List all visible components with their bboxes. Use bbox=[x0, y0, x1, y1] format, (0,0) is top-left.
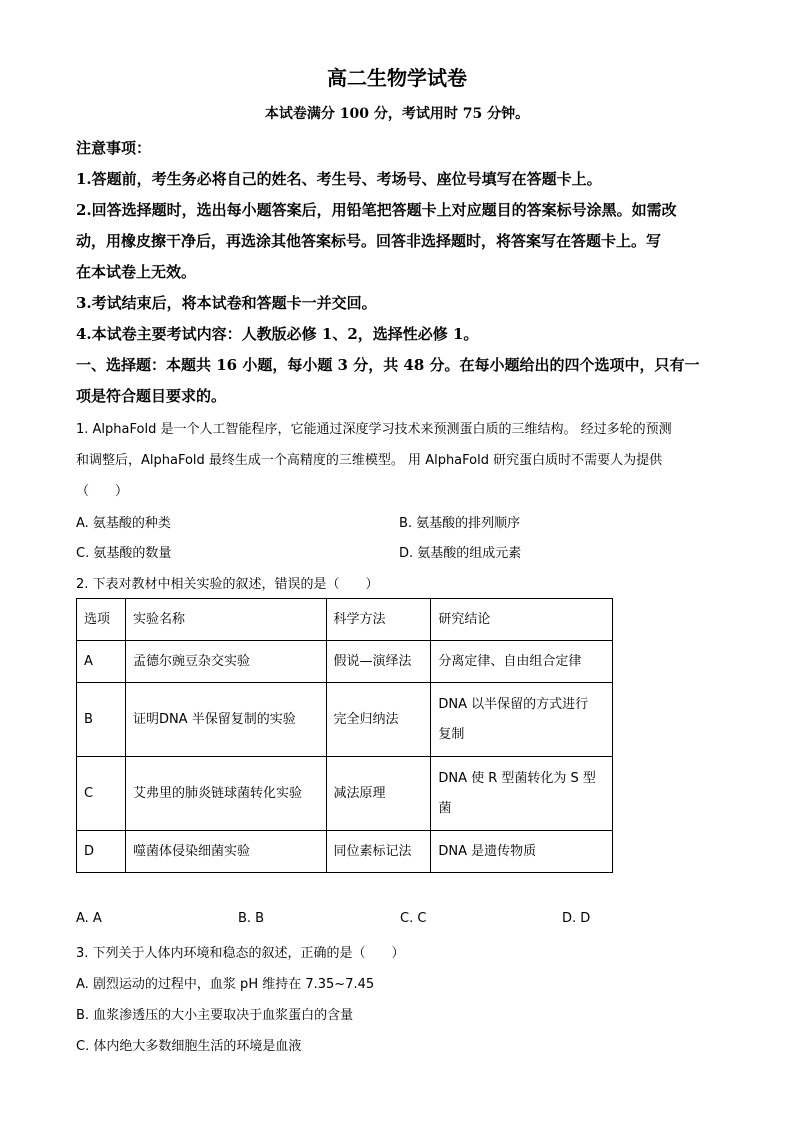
question-2-option-b: B. B bbox=[238, 911, 265, 926]
experiment-table bbox=[76, 598, 613, 873]
notice-item: 4.本试卷主要考试内容：人教版必修 1、2，选择性必修 1。 bbox=[76, 325, 479, 343]
table-cell bbox=[431, 757, 613, 831]
notice-item: 在本试卷上无效。 bbox=[76, 263, 197, 281]
table-cell: 噬菌体侵染细菌实验 bbox=[125, 831, 326, 873]
table-header-cell: 选项 bbox=[77, 599, 126, 641]
table-cell: B bbox=[77, 683, 126, 757]
question-2-stem: 2. 下表对教材中相关实验的叙述，错误的是（ ） bbox=[76, 577, 379, 592]
question-3-option-a: A. 剧烈运动的过程中，血浆 pH 维持在 7.35~7.45 bbox=[76, 977, 375, 992]
table-cell bbox=[431, 683, 613, 757]
table-cell: 假说—演绎法 bbox=[326, 641, 431, 683]
question-1-option-a: A. 氨基酸的种类 bbox=[76, 516, 171, 531]
cell-line: 菌 bbox=[438, 800, 452, 816]
table-cell: 孟德尔豌豆杂交实验 bbox=[125, 641, 326, 683]
question-1-stem: 和调整后，AlphaFold 最终生成一个高精度的三维模型。 用 AlphaFold 研究蛋白质时不需要人为提供 bbox=[76, 453, 663, 468]
question-3-stem: 3. 下列关于人体内环境和稳态的叙述，正确的是（ ） bbox=[76, 946, 405, 961]
cell-line: DNA 以半保留的方式进行 bbox=[438, 696, 589, 712]
cell-line: DNA 使 R 型菌转化为 S 型 bbox=[438, 770, 596, 786]
question-1-option-c: C. 氨基酸的数量 bbox=[76, 546, 172, 561]
question-2-option-d: D. D bbox=[562, 911, 591, 926]
table-cell: D bbox=[77, 831, 126, 873]
table-header-row bbox=[77, 599, 613, 641]
answer-blank: （ ） bbox=[76, 484, 129, 499]
notice-item: 动，用橡皮擦干净后，再选涂其他答案标号。回答非选择题时，将答案写在答题卡上。写 bbox=[76, 232, 662, 250]
notice-item: 3.考试结束后，将本试卷和答题卡一并交回。 bbox=[76, 294, 377, 312]
question-1-stem: 1. AlphaFold 是一个人工智能程序，它能通过深度学习技术来预测蛋白质的三维结构。 经过多轮的预测 bbox=[76, 422, 672, 437]
table-cell: DNA 是遗传物质 bbox=[431, 831, 613, 873]
table-row bbox=[77, 641, 613, 683]
table-cell: 艾弗里的肺炎链球菌转化实验 bbox=[125, 757, 326, 831]
question-2-option-a: A. A bbox=[76, 911, 102, 926]
question-1-option-d: D. 氨基酸的组成元素 bbox=[399, 546, 522, 561]
table-cell: 完全归纳法 bbox=[326, 683, 431, 757]
question-3-option-c: C. 体内绝大多数细胞生活的环境是血液 bbox=[76, 1039, 302, 1054]
table-header-cell: 科学方法 bbox=[326, 599, 431, 641]
table-row bbox=[77, 831, 613, 873]
table-header-cell: 实验名称 bbox=[125, 599, 326, 641]
table-row bbox=[77, 683, 613, 757]
question-1-option-b: B. 氨基酸的排列顺序 bbox=[399, 516, 521, 531]
cell-line: 复制 bbox=[438, 726, 465, 742]
table-cell: C bbox=[77, 757, 126, 831]
question-2-option-c: C. C bbox=[400, 911, 427, 926]
table-row bbox=[77, 757, 613, 831]
notice-item: 1.答题前，考生务必将自己的姓名、考生号、考场号、座位号填写在答题卡上。 bbox=[76, 170, 602, 188]
notice-item: 2.回答选择题时，选出每小题答案后，用铅笔把答题卡上对应题目的答案标号涂黑。如需改 bbox=[76, 201, 677, 219]
table-cell: 减法原理 bbox=[326, 757, 431, 831]
table-cell: 同位素标记法 bbox=[326, 831, 431, 873]
table-header-cell: 研究结论 bbox=[431, 599, 613, 641]
table-cell: 证明DNA 半保留复制的实验 bbox=[125, 683, 326, 757]
exam-info: 本试卷满分 100 分，考试用时 75 分钟。 bbox=[264, 106, 530, 122]
section-heading: 项是符合题目要求的。 bbox=[76, 387, 227, 405]
table-cell: 分离定律、自由组合定律 bbox=[431, 641, 613, 683]
question-3-option-b: B. 血浆渗透压的大小主要取决于血浆蛋白的含量 bbox=[76, 1008, 354, 1023]
section-heading: 一、选择题：本题共 16 小题，每小题 3 分，共 48 分。在每小题给出的四个选项中，只有一 bbox=[76, 356, 700, 374]
page-title: 高二生物学试卷 bbox=[327, 66, 467, 90]
notice-heading: 注意事项： bbox=[76, 139, 152, 157]
table-cell: A bbox=[77, 641, 126, 683]
